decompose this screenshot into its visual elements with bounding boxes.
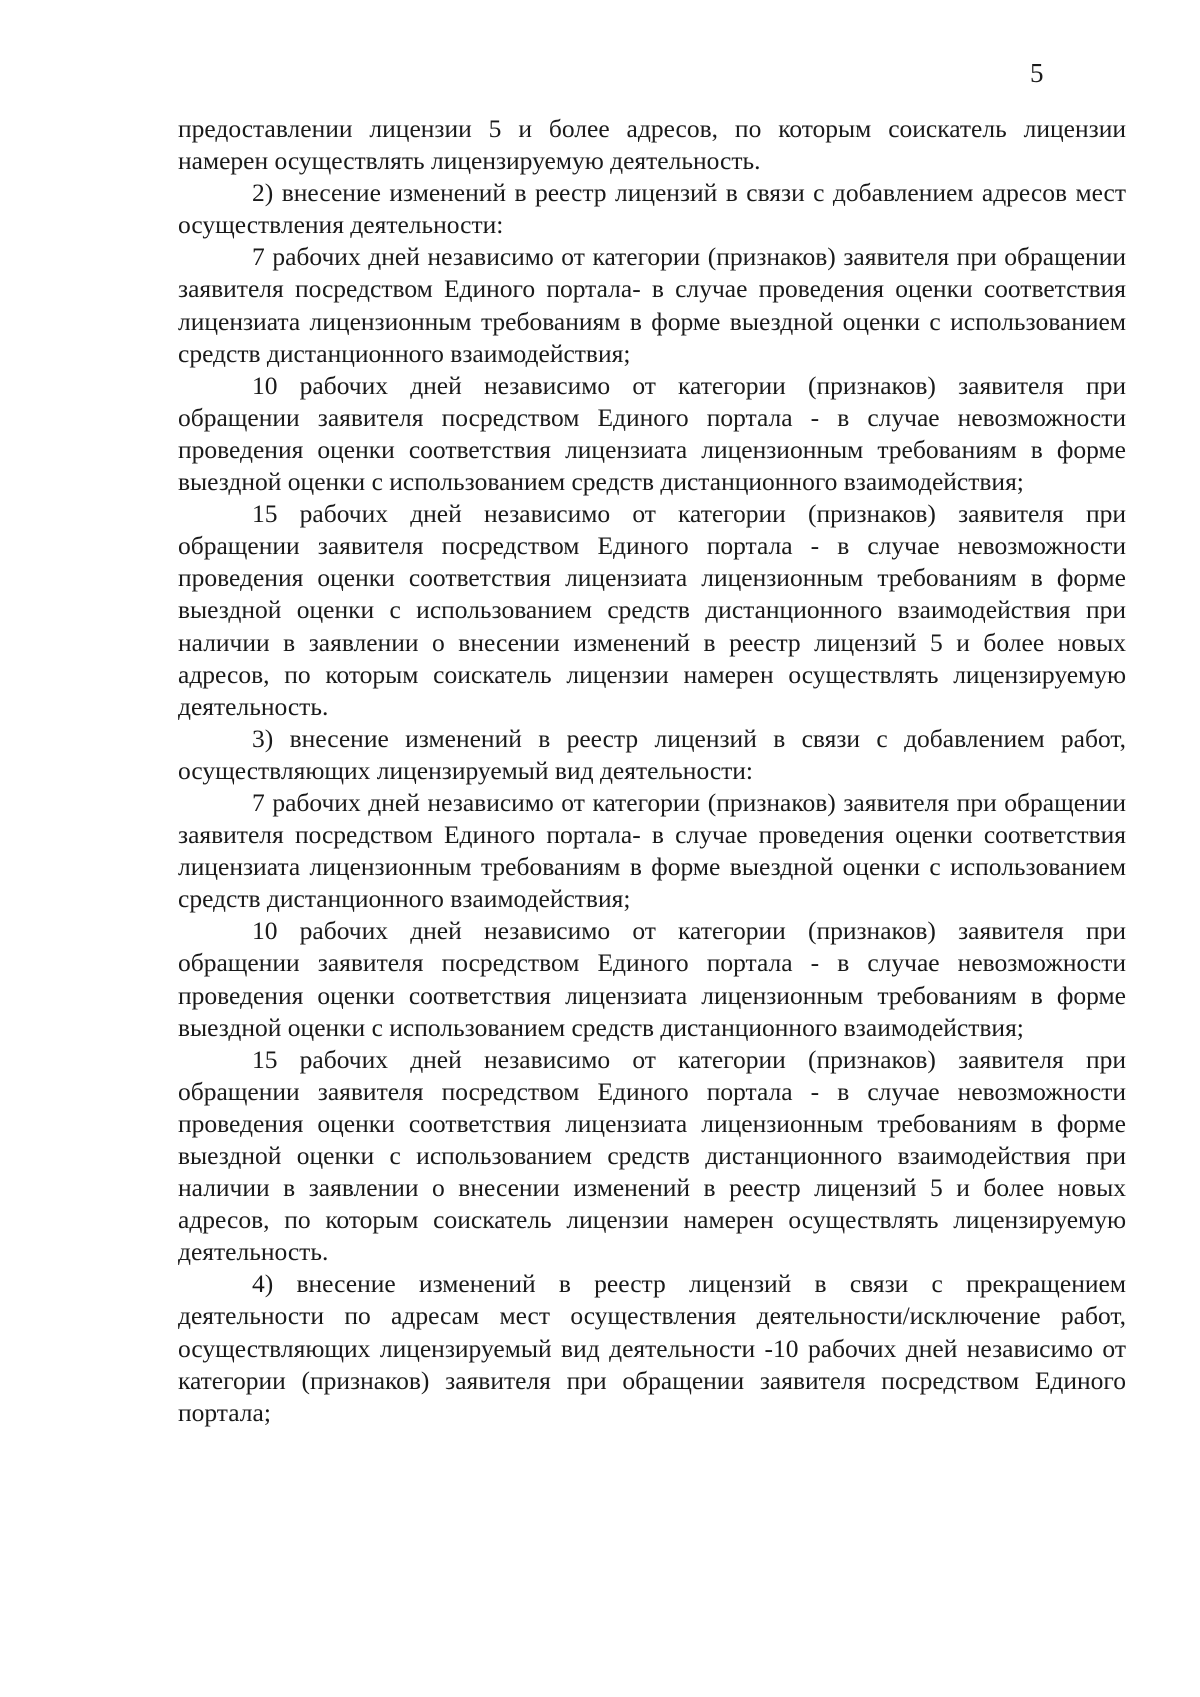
paragraph-item-2: 2) внесение изменений в реестр лицензий в связи с добавлением адресов мест осуществления деятельности: <box>178 178 1126 240</box>
paragraph-item-3-15-days: 15 рабочих дней независимо от категории (признаков) заявителя при обращении заявителя посредством Единого портала - в случае невозможности проведения оценки соответствия лицензиата лицензионным требованиям в форме выездной оценки с использованием средств дистанционного взаимодействия при наличии в заявлении о внесении изменений в реестр лицензий 5 и более новых адресов, по которым соискатель лицензии намерен осуществлять лицензируемую деятельность. <box>178 1044 1126 1267</box>
document-body <box>178 113 1126 1429</box>
paragraph-item-2-10-days: 10 рабочих дней независимо от категории (признаков) заявителя при обращении заявителя посредством Единого портала - в случае невозможности проведения оценки соответствия лицензиата лицензионным требованиям в форме выездной оценки с использованием средств дистанционного взаимодействия; <box>178 370 1126 497</box>
paragraph-item-4: 4) внесение изменений в реестр лицензий в связи с прекращением деятельности по адресам мест осуществления деятельности/исключение работ, осуществляющих лицензируемый вид деятельности -10 рабочих дней независимо от категории (признаков) заявителя при обращении заявителя посредством Единого портала; <box>178 1269 1126 1427</box>
paragraph-item-3-7-days: 7 рабочих дней независимо от категории (признаков) заявителя при обращении заявителя посредством Единого портала- в случае проведения оценки соответствия лицензиата лицензионным требованиям в форме выездной оценки с использованием средств дистанционного взаимодействия; <box>178 787 1126 914</box>
paragraph-item-3-10-days: 10 рабочих дней независимо от категории (признаков) заявителя при обращении заявителя посредством Единого портала - в случае невозможности проведения оценки соответствия лицензиата лицензионным требованиям в форме выездной оценки с использованием средств дистанционного взаимодействия; <box>178 916 1126 1042</box>
paragraph-continuation: предоставлении лицензии 5 и более адресов, по которым соискатель лицензии намерен осуществлять лицензируемую деятельность. <box>178 114 1126 176</box>
paragraph-item-2-15-days: 15 рабочих дней независимо от категории (признаков) заявителя при обращении заявителя посредством Единого портала - в случае невозможности проведения оценки соответствия лицензиата лицензионным требованиям в форме выездной оценки с использованием средств дистанционного взаимодействия при наличии в заявлении о внесении изменений в реестр лицензий 5 и более новых адресов, по которым соискатель лицензии намерен осуществлять лицензируемую деятельность. <box>178 499 1126 721</box>
page-number: 5 <box>1030 58 1044 88</box>
paragraph-item-2-7-days: 7 рабочих дней независимо от категории (признаков) заявителя при обращении заявителя посредством Единого портала- в случае проведения оценки соответствия лицензиата лицензионным требованиям в форме выездной оценки с использованием средств дистанционного взаимодействия; <box>178 242 1126 368</box>
paragraph-item-3: 3) внесение изменений в реестр лицензий в связи с добавлением работ, осуществляющих лицензируемый вид деятельности: <box>178 723 1126 785</box>
